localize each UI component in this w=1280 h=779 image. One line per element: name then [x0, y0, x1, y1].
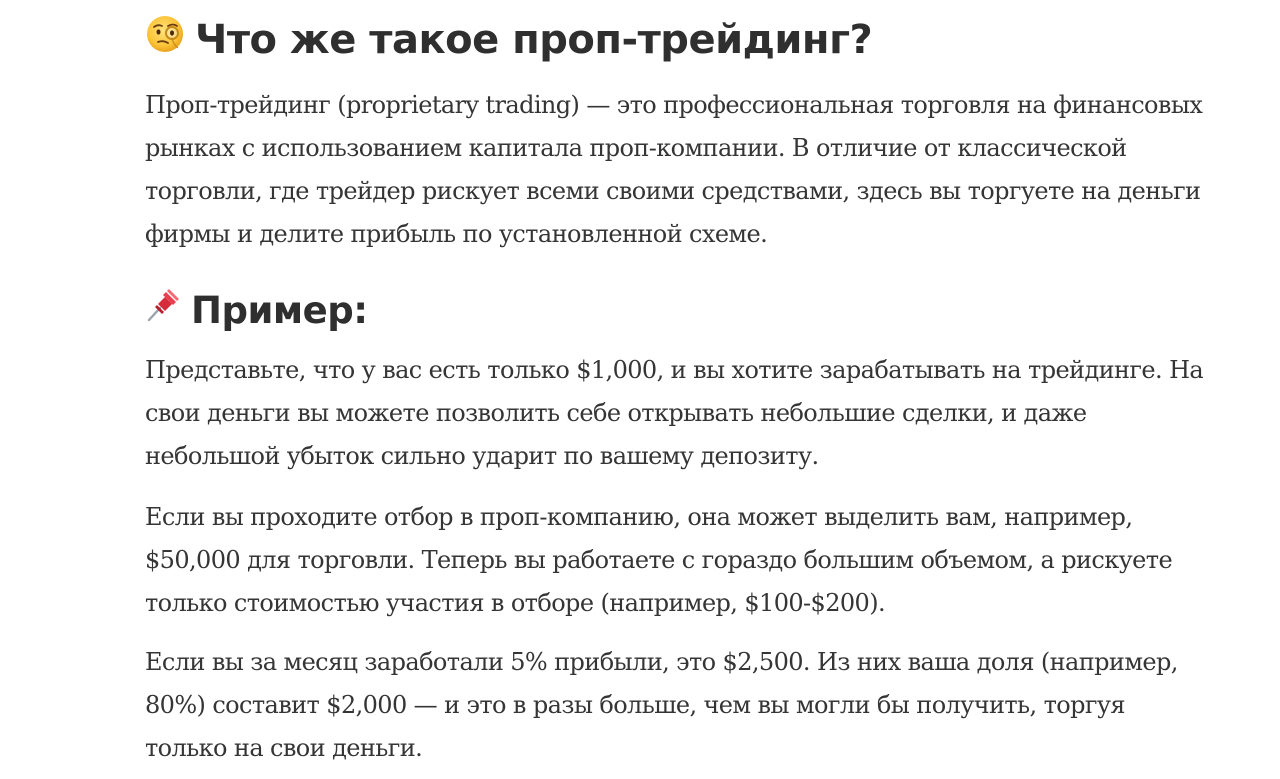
section-title-text: Что же такое проп-трейдинг? [195, 16, 873, 63]
section-title-text: Пример: [191, 288, 368, 332]
paragraph-example-1: Представьте, что у вас есть только $1,000, и вы хотите зарабатывать на трейдинге. На свои деньги вы можете позволить себе открывать небольшие сделки, и даже небольшой убыток сильно ударит по вашему депозиту. [145, 356, 1204, 470]
paragraph-definition: Проп-трейдинг (proprietary trading) — это профессиональная торговля на финансовых рынках с использованием капитала проп-компании. В отличие от классической торговли, где трейдер рискует всеми своими средствами, здесь вы торгуете на деньги фирмы и делите прибыль по установленной схеме. [145, 91, 1203, 248]
paragraph-example-3: Если вы за месяц заработали 5% прибыли, это $2,500. Из них ваша доля (например, 80%) составит $2,000 — и это в разы больше, чем вы могли бы получить, торгуя только на свои деньги. [145, 648, 1178, 762]
section-title-example [145, 287, 368, 334]
section-title-what-is-prop-trading [145, 14, 872, 65]
paragraph-example-2: Если вы проходите отбор в проп-компанию, она может выделить вам, например, $50,000 для торговли. Теперь вы работаете с гораздо большим объемом, а рискуете только стоимостью участия в отборе (например, $100-$200). [145, 503, 1173, 617]
face-with-monocle-icon [145, 14, 185, 65]
pushpin-icon [145, 287, 181, 334]
